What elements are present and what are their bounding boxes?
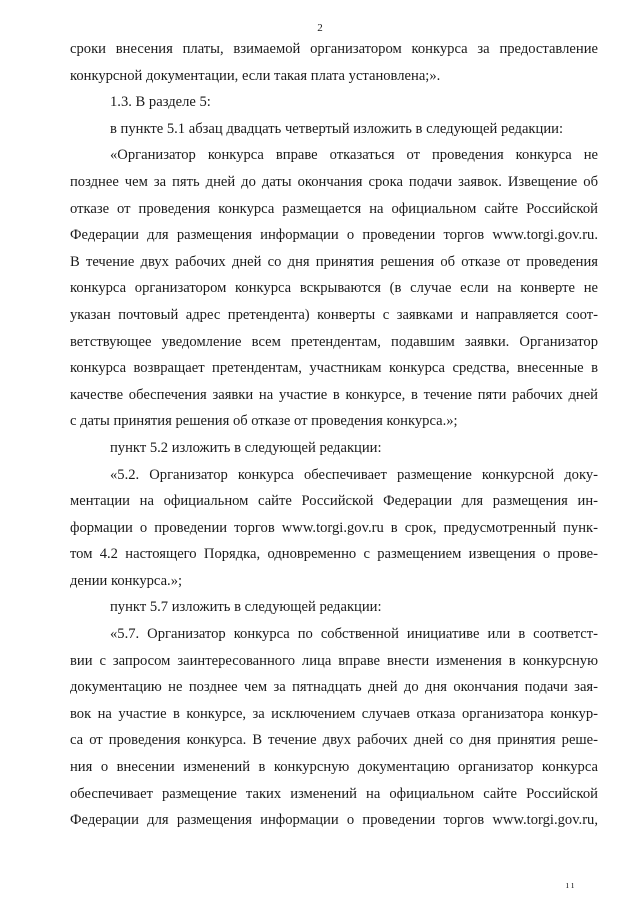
text-line: документацию не позднее чем за пятнадцать дней до дня окончания подачи зая- [70,679,598,696]
footer-mark: ı ı [566,880,575,891]
text-line: вии с запросом заинтересованного лица вправе внести изменения в конкурсную [70,652,598,669]
text-line: са от проведения конкурса. В течение двух рабочих дней со дня принятия реше- [70,732,598,749]
text-line: Федерации для размещения информации о проведении торгов www.torgi.gov.ru, [70,812,598,829]
text-line: Федерации для размещения информации о проведении торгов www.torgi.gov.ru. [70,227,598,244]
text-line: дении конкурса.»; [70,572,183,589]
text-line: «Организатор конкурса вправе отказаться от проведения конкурса не [110,147,598,164]
text-line: сроки внесения платы, взимаемой организатором конкурса за предоставление [70,41,598,57]
text-line: с даты принятия решения об отказе от проведения конкурса.»; [70,413,458,430]
text-line: «5.7. Организатор конкурса по собственной инициативе или в соответст- [110,626,598,643]
text-line: том 4.2 настоящего Порядка, одновременно с размещением извещения о прове- [70,546,598,563]
text-line: конкурса организатором конкурса вскрываются (в случае если на конверте не [70,280,598,297]
document-body [70,36,598,834]
text-line: в пункте 5.1 абзац двадцать четвертый изложить в следующей редакции: [110,120,563,137]
text-line: «5.2. Организатор конкурса обеспечивает размещение конкурсной доку- [110,466,598,483]
text-line: ментации на официальном сайте Российской Федерации для размещения ин- [70,493,598,510]
text-line: пункт 5.7 изложить в следующей редакции: [110,599,382,616]
text-line: обеспечивает размещение таких изменений на официальном сайте Российской [70,785,598,802]
text-line: указан почтовый адрес претендента) конверты с заявками и направляется соот- [70,306,598,323]
text-line: формации о проведении торгов www.torgi.gov.ru в срок, предусмотренный пунк- [70,519,598,536]
text-line: конкурса возвращает претендентам, участникам конкурса средства, внесенные в [70,360,598,377]
text-line: конкурсной документации, если такая плата установлена;». [70,67,441,84]
text-line: 1.3. В разделе 5: [110,94,211,111]
text-line: В течение двух рабочих дней со дня принятия решения об отказе от проведения [70,253,598,270]
text-line: позднее чем за пять дней до даты окончания срока подачи заявок. Извещение об [70,173,598,190]
text-line: вок на участие в конкурсе, за исключением случаев отказа организатора конкур- [70,705,598,722]
text-line: качестве обеспечения заявки на участие в конкурсе, в течение пяти рабочих дней [70,386,598,403]
text-line: ветствующее уведомление всем претендентам, подавшим заявки. Организатор [70,333,598,350]
text-line: ния о внесении изменений в конкурсную документацию организатор конкурса [70,759,598,776]
page-number: 2 [317,22,323,34]
text-line: пункт 5.2 изложить в следующей редакции: [110,439,382,456]
text-line: отказе от проведения конкурса размещается на официальном сайте Российской [70,200,598,217]
